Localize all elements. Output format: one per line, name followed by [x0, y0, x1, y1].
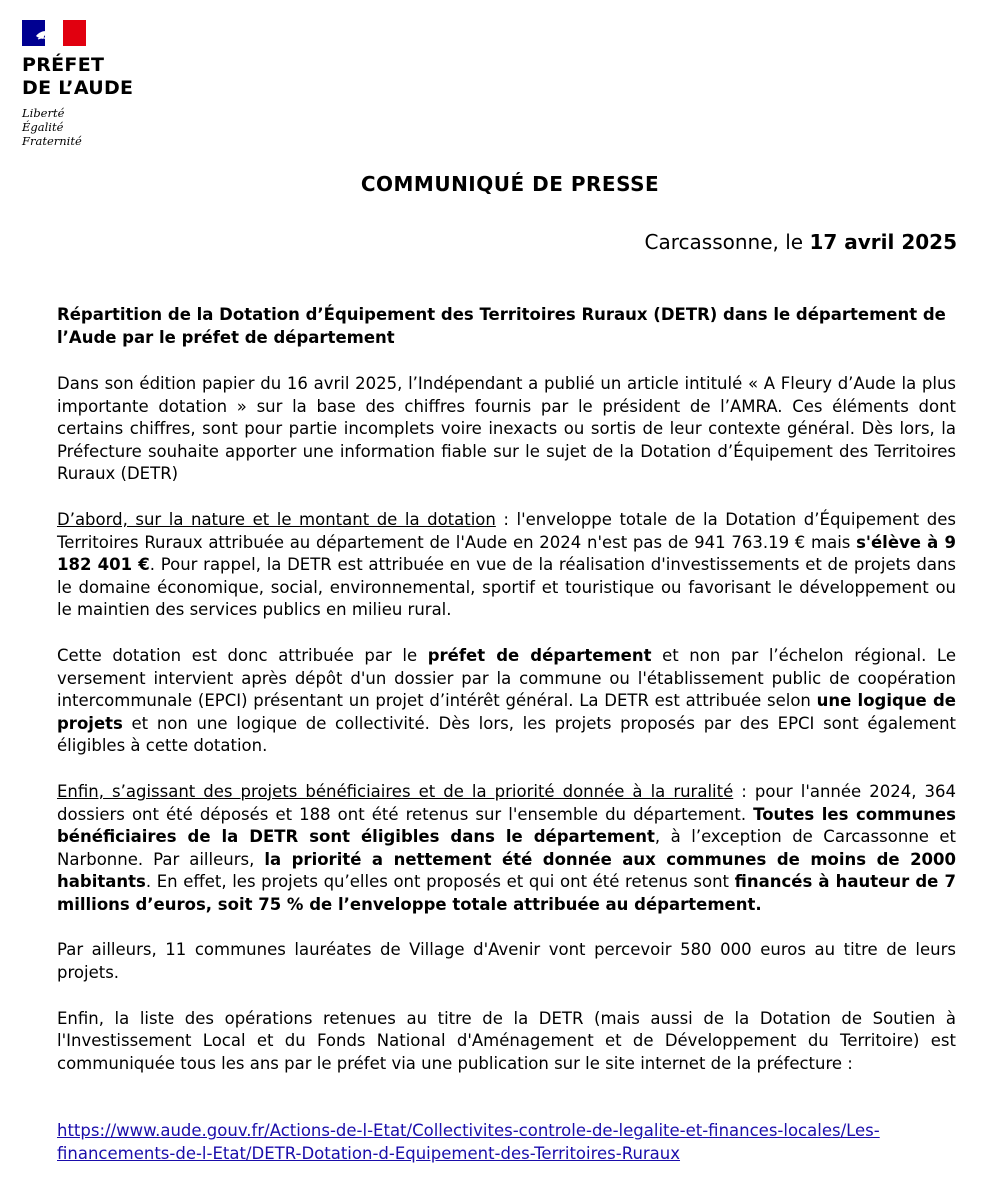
motto-liberte: Liberté: [22, 106, 65, 120]
bold-text: financés à hauteur de 7 millions d’euros, soit 75 % de l’enveloppe totale attribuée au département.: [57, 872, 956, 914]
text-span: . Pour rappel, la DETR est attribuée en vue de la réalisation d'investissements et de projets dans le domaine économique, social, environnemental, sportif et touristique ou favorisant le développement ou le maintien des services publics en milieu rural.: [57, 555, 957, 620]
marianne-flag-icon: [22, 20, 86, 46]
section-lead-rurality: Enfin, s’agissant des projets bénéficiaires et de la priorité donnée à la ruralité: [57, 781, 734, 801]
dateline-date: 17 avril 2025: [809, 230, 957, 254]
motto-fraternite: Fraternité: [22, 134, 82, 148]
prefecture-logo: [22, 20, 182, 148]
paragraph-dotation-amount: [57, 509, 956, 622]
bold-amount: s'élève à 9 182 401 €: [57, 532, 956, 575]
text-span: . En effet, les projets qu’elles ont proposés et qui ont été retenus sont: [145, 872, 735, 892]
prefet-title-line1: PRÉFET: [22, 54, 105, 76]
motto-egalite: Égalité: [22, 120, 64, 134]
detr-link-block: [57, 1120, 956, 1165]
bold-text: une logique de projets: [57, 691, 956, 733]
paragraph-intro: Dans son édition papier du 16 avril 2025, l’Indépendant a publié un article intitulé « A Fleury d’Aude la plus importante dotation » sur la base des chiffres fournis par le président de l’AMRA. Ces éléments dont certains chiffres, sont pour partie incomplets voire inexacts ou sortis de leur contexte général. Dès lors, la Préfecture souhaite apporter une information fiable sur le sujet de la Dotation d’Équipement des Territoires Ruraux (DETR): [57, 374, 956, 484]
paragraph-rurality: [57, 781, 956, 917]
text-span: , à l’exception de Carcassonne et Narbonne. Par ailleurs,: [57, 827, 957, 869]
dateline-place: Carcassonne, le: [644, 230, 810, 254]
text-span: : pour l'année 2024, 364 dossiers ont été déposés et 188 ont été retenus sur l'ensemble du département.: [57, 781, 956, 824]
document-title: COMMUNIQUÉ DE PRESSE: [360, 172, 660, 196]
detr-link[interactable]: [57, 1121, 880, 1163]
bold-text: préfet de département: [427, 645, 652, 665]
paragraph-publication: Enfin, la liste des opérations retenues au titre de la DETR (mais aussi de la Dotation de Soutien à l'Investissement Local et du Fonds National d'Aménagement et de Développement du Territoire) est communiquée tous les ans par le préfet via une publication sur le site internet de la préfecture :: [57, 1008, 956, 1073]
dateline: [645, 230, 957, 254]
text-span: : l'enveloppe totale de la Dotation d’Équipement des Territoires Ruraux attribuée au département de l'Aude en 2024 n'est pas de 941 763.19 € mais: [57, 509, 956, 552]
paragraph-attribution: [57, 645, 956, 758]
link-line-2: financements-de-l-Etat/DETR-Dotation-d-Equipement-des-Territoires-Ruraux: [57, 1144, 681, 1164]
bold-text: la priorité a nettement été donnée aux communes de moins de 2000 habitants: [57, 849, 956, 892]
press-release-body: [57, 303, 956, 1166]
text-span: Cette dotation est donc attribuée par le: [57, 645, 428, 665]
prefet-title-line2: DE L’AUDE: [22, 77, 134, 99]
subject-heading: Répartition de la Dotation d’Équipement des Territoires Ruraux (DETR) dans le département de l’Aude par le préfet de département: [57, 305, 946, 347]
paragraph-village-avenir: Par ailleurs, 11 communes lauréates de Village d'Avenir vont percevoir 580 000 euros au titre de leurs projets.: [57, 940, 956, 983]
section-lead-nature: D’abord, sur la nature et le montant de la dotation: [57, 509, 496, 529]
republic-motto: [22, 106, 182, 148]
text-span: et non une logique de collectivité. Dès lors, les projets proposés par des EPCI sont également éligibles à cette dotation.: [57, 713, 956, 756]
text-span: et non par l’échelon régional. Le versement intervient après dépôt d'un dossier par la commune ou l'établissement public de coopération intercommunale (EPCI) présentant un projet d’intérêt général. La DETR est attribuée selon: [57, 645, 956, 711]
bold-text: Toutes les communes bénéficiaires de la DETR sont éligibles dans le département: [57, 804, 956, 847]
link-line-1: https://www.aude.gouv.fr/Actions-de-l-Etat/Collectivites-controle-de-legalite-et-finances-locales/Les-: [57, 1121, 880, 1141]
